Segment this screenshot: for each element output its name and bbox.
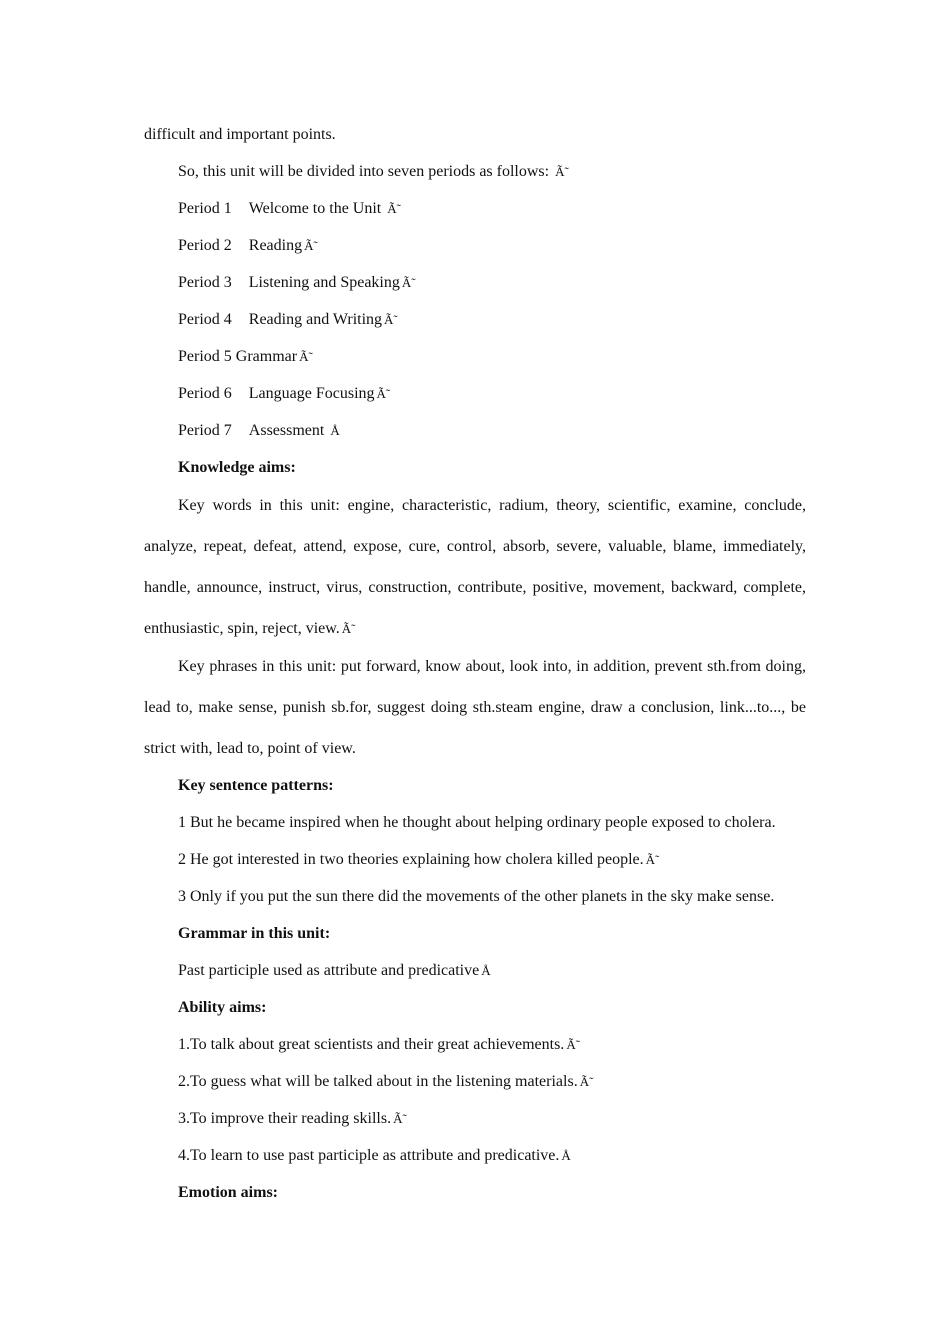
period-line: Period 3 Listening and Speaking Ã̃ — [178, 274, 412, 291]
ability-heading: Ability aims: — [178, 999, 267, 1016]
period-line: Period 1 Welcome to the Unit Ã̃ — [178, 200, 397, 217]
paragraph-mark-icon: Ã̃ — [304, 238, 314, 253]
grammar-text: Past participle used as attribute and predicative Å — [178, 962, 491, 979]
paragraph-mark-icon: Ã̃ — [566, 1037, 576, 1052]
sentence-patterns-heading: Key sentence patterns: — [178, 777, 334, 794]
paragraph-mark-icon: Ã̃ — [555, 164, 565, 179]
sentence-line: 2 He got interested in two theories explaining how cholera killed people. Ã̃ — [178, 851, 656, 868]
period-line: Period 2 Reading Ã̃ — [178, 237, 314, 254]
knowledge-heading: Knowledge aims: — [178, 459, 296, 476]
paragraph-mark-icon: Ã̃ — [393, 1111, 403, 1126]
period-line: Period 7 Assessment Å — [178, 422, 340, 439]
period-line: Period 4 Reading and Writing Ã̃ — [178, 311, 394, 328]
paragraph-mark-icon: Ã̃ — [376, 386, 386, 401]
paragraph-mark-icon: Ã̃ — [579, 1074, 590, 1089]
sentence-line: 3 Only if you put the sun there did the movements of the other planets in the sky make sense. — [178, 888, 775, 905]
period-line: Period 6 Language Focusing Ã̃ — [178, 385, 386, 402]
intro-line: difficult and important points. — [144, 126, 336, 143]
paragraph-mark-icon: Å — [481, 963, 491, 978]
divided-line: So, this unit will be divided into seven periods as follows: Ã̃ — [178, 163, 565, 180]
ability-item: 2.To guess what will be talked about in the listening materials. Ã̃ — [178, 1073, 590, 1090]
paragraph-mark-icon: Ã̃ — [341, 621, 352, 636]
ability-item: 1.To talk about great scientists and their great achievements. Ã̃ — [178, 1036, 576, 1053]
paragraph-mark-icon: Ã̃ — [645, 852, 656, 867]
document-page — [144, 124, 806, 1219]
ability-item: 3.To improve their reading skills. Ã̃ — [178, 1110, 403, 1127]
key-words-paragraph: Key words in this unit: engine, characteristic, radium, theory, scientific, examine, conclude, analyze, repeat, defeat, attend, expose, cure, control, absorb, severe, valuable, blame, immediately, handle, announce, instruct, virus, construction, contribute, positive, movement, backward, complete, enthusiastic, spin, reject, view. Ã̃ — [144, 497, 806, 637]
ability-item: 4.To learn to use past participle as attribute and predicative. Å — [178, 1147, 571, 1164]
paragraph-mark-icon: Å — [561, 1148, 571, 1163]
period-line: Period 5 Grammar Ã̃ — [178, 348, 309, 365]
paragraph-mark-icon: Ã̃ — [384, 312, 394, 327]
paragraph-mark-icon: Ã̃ — [401, 275, 412, 290]
grammar-heading: Grammar in this unit: — [178, 925, 331, 942]
paragraph-mark-icon: Ã̃ — [387, 201, 397, 216]
key-phrases-paragraph: Key phrases in this unit: put forward, know about, look into, in addition, prevent sth.from doing, lead to, make sense, punish sb.for, suggest doing sth.steam engine, draw a conclusion, link...to..., be strict with, lead to, point of view. — [144, 658, 806, 757]
paragraph-mark-icon: Å — [330, 423, 340, 438]
sentence-line: 1 But he became inspired when he thought about helping ordinary people exposed to cholera. — [178, 814, 776, 831]
paragraph-mark-icon: Ã̃ — [299, 349, 309, 364]
emotion-heading: Emotion aims: — [178, 1184, 278, 1201]
